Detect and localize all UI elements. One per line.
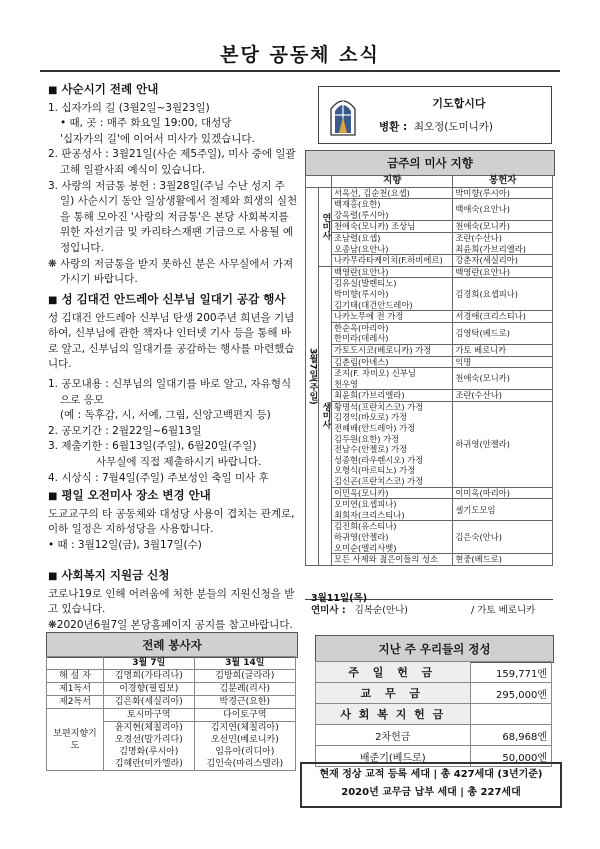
mass-col-offerer: 봉헌자 [453,176,553,188]
mass-row [306,487,553,499]
finance-label: 주 일 헌 금 [316,662,471,683]
andrea-header: 성 김대건 안드레아 신부님 일대기 공감 행사 [61,292,286,306]
mass-intention: 백영란(요안나) [331,266,452,278]
lent-item: 1. 십자가의 길 (3월2일~3월23일) [48,101,210,114]
finance-amount: 68,968엔 [470,725,551,746]
finance-amount: 295,000엔 [470,683,551,704]
mass-footer-intention: 김복순(안나) [354,605,408,616]
lent-item: 3. 사랑의 저금통 봉헌 : 3월28일(주님 수난 성지 주일) 사순시기 동안 일상생활에서 절제와 희생의 실천을 통해 모아진 '사랑의 저금통'은 본당 사회복지를 위한 자선기금 및 카리타스재팬 기금으로 사용될 예정입니다. [48,179,298,254]
andrea-item: (예 : 독후감, 시, 서예, 그림, 신앙고백편지 등) [60,409,271,422]
mass-intention: 백재홍(요한) 강옥렬(루시아) [331,199,452,221]
mass-row [306,344,553,356]
prayer-label: 병환 : [379,121,408,133]
andrea-intro: 성 김대건 안드레아 신부님 탄생 200주년 희년을 기념하여, 신부님에 관한 책자나 인터넷 기사 등을 통해 바로 알고, 신부님의 일대기를 공감하는 행사를 마련했습니다. [48,311,295,371]
weekday-header: 평일 오전미사 장소 변경 안내 [61,488,211,502]
mass-row [306,322,553,344]
welfare-section [48,568,298,633]
mass-offerer: 서경애(크리스티나) [453,311,553,323]
mass-row [306,266,553,278]
mass-offerer: 김경희(요셉피나) [453,278,553,311]
page-title: 본당 공동체 소식 [220,44,380,66]
andrea-item: 사무실에 직접 제출하시기 바랍니다. [96,455,262,468]
service-name: 김방희(글라라) [194,670,295,683]
mass-offerer: 현중(베드로) [453,554,553,566]
andrea-item: 3. 제출기한 : 6월13일(주일), 6월20일(주일) [48,440,257,453]
finance-header: 지난 주 우리들의 정성 [315,635,554,663]
mass-intention: 나카무라타케이치(F.하비에르) [331,255,452,267]
mass-group-label: 연미사 [318,187,331,266]
service-role: 제1독서 [47,683,104,696]
mass-offerer: 하귀영(안젤라) [453,401,553,487]
mass-intention: 모든 사제와 젊은이들의 성소 [331,554,452,566]
mass-offerer: 조란(수산나) [453,390,553,402]
mass-offerer: 김영탁(베드로) [453,322,553,344]
service-header: 전례 봉사자 [46,632,298,658]
mass-offerer: 익명 [453,356,553,368]
mass-header: 금주의 미사 지향 [305,150,555,176]
mass-intention: 한순옥(마리아) 한미라(데레사) [331,322,452,344]
mass-intention: 황명석(프란치스코) 가정 김경익(바오로) 가정 전혜배(안드레아) 가정 김두원(요한) 가정 전남수(안젤로) 가정 성종현(라우렌시오) 가정 오형식(마르티노) 가정 김신곤(프란치스코) 가정 [331,401,452,487]
mass-intention: 나카노무에 전 가정 [331,311,452,323]
service-role: 해 설 자 [47,670,104,683]
members-line: 2020년 교무금 납부 세대 | 총 227세대 [341,787,521,798]
mass-intention: 조지(F. 자비오) 신부님 천우영 [331,368,452,390]
service-name: 윤지현(체칠리아) 오경선(말가리다) 김명화(루시아) 김혜란(미카엘라) [104,722,195,771]
mass-row [306,368,553,390]
mass-footer-date: 3월11일(목) [311,593,368,604]
mass-row [306,255,553,267]
service-name: 김명희(가타리나) [104,670,195,683]
service-name: 김지연(체칠리아) 오선민(베로니카) 임유아(리디아) 김인숙(마리스텔라) [194,722,295,771]
mass-row [306,521,553,554]
welfare-header: 사회복지 지원금 신청 [61,568,170,582]
square-bullet-icon: ■ [48,571,58,582]
weekday-text: 도교교구의 타 공동체와 대성당 사용이 겹치는 관계로, 이하 일정은 지하성당을 사용합니다. [48,507,295,536]
lent-item: 2. 판공성사 : 3월21일(사순 제5주일), 미사 중에 일괄고해 일괄사죄 예식이 있습니다. [48,148,296,176]
mass-intention: 이민옥(모니카) [331,487,452,499]
prayer-title: 기도합시다 [432,97,486,110]
square-bullet-icon: ■ [48,85,58,96]
finance-label: 배준기(베드로) [316,746,471,767]
finance-label: 사 회 복 지 헌 금 [316,704,471,725]
mass-date-label: 3월7일(주일) [306,187,319,565]
mass-intention: 가토도시코(베로니카) 가정 [331,344,452,356]
service-name: 박경근(요한) [194,696,295,709]
service-date: 3월 7일 [104,657,195,670]
mass-footer-label: 연미사 : [311,605,346,616]
lent-item: ❋ 사랑의 저금통을 받지 못하신 분은 사무실에서 가져가시기 바랍니다. [48,257,294,286]
mass-offerer: 셀기도모임 [453,499,553,521]
lent-section [48,82,298,288]
mass-group-label: 생미사 [318,266,331,565]
mass-offerer: 강춘자(세실리아) [453,255,553,267]
mass-intention: 서옥선, 김순천(요셉) [331,187,452,199]
weekday-dates: • 때 : 3월12일(금), 3월17일(수) [48,538,202,551]
mass-footer-offerer: / 가토 베로니카 [471,605,536,616]
mass-intention: 김진희(유스티나) 하귀영(안젤라) 오미순(엘리사벳) [331,521,452,554]
mass-row [306,199,553,221]
lent-item: '십자가의 길'에 이어서 미사가 있겠습니다. [60,132,255,145]
finance-amount: 159,771엔 [470,662,551,683]
mass-table [305,175,553,566]
finance-label: 2차헌금 [316,725,471,746]
mass-offerer: 조란(수산나) 최윤희(가브리엘라) [453,232,553,254]
mass-footer-line [311,602,536,616]
mass-intention: 김유실(발렌티노) 박미향(루시아) 김기태(대건안드레아) [331,278,452,311]
finance-label: 교 무 금 [316,683,471,704]
square-bullet-icon: ■ [48,491,58,502]
andrea-item: 1. 공모내용 : 신부님의 일대기를 바로 알고, 자유형식으로 응모 [48,377,292,406]
mass-offerer: 박미향(루시아) [453,187,553,199]
mass-offerer: 가토 베로니카 [453,344,553,356]
prayer-name: 최오정(도미니카) [413,121,494,133]
weekday-section [48,488,298,553]
service-role: 제2독서 [47,696,104,709]
mass-col-intention: 지향 [331,176,452,188]
members-line: 현재 정상 교적 등록 세대 | 총 427세대 (3년기준) [319,769,543,780]
mass-row [306,221,553,233]
prayer-box [318,86,552,144]
mass-row [306,232,553,254]
members-box [300,762,562,808]
mass-intention: 조남렬(요셉) 오종남(요안나) [331,232,452,254]
finance-table [315,661,552,767]
mass-intention: 천애숙(모니카) 조상님 [331,221,452,233]
mass-intention: 최윤희(가브리엘라) [331,390,452,402]
service-role: 보편지향기도 [47,709,104,771]
andrea-section [48,292,298,486]
service-name: 이경향(필립보) [104,683,195,696]
welfare-text: 코로나19로 인해 어려움에 처한 분들의 지원신청을 받고 있습니다. [48,587,295,616]
welfare-note: ❋2020년6월7일 본당홈페이지 공지를 참고바랍니다. [48,618,293,631]
mass-intention: 김춘림(아녜스) [331,356,452,368]
mass-offerer: 백애숙(요안나) [453,199,553,221]
praying-hands-icon [329,93,357,137]
service-name: 김분례(리사) [194,683,295,696]
mass-offerer: 김은숙(안나) [453,521,553,554]
mass-row [306,356,553,368]
andrea-item: 2. 공모기간 : 2월22일~6월13일 [48,424,202,437]
finance-amount: 50,000엔 [470,746,551,767]
square-bullet-icon: ■ [48,295,58,306]
service-table [46,656,296,771]
service-name: 김은화(세실리아) [104,696,195,709]
mass-row [306,278,553,311]
mass-row [306,554,553,566]
title-divider [40,70,560,72]
mass-intention: 오미연(요셉피나) 최희자(크리스티나) [331,499,452,521]
mass-offerer: 천애숙(모니카) [453,368,553,390]
andrea-item: 4. 시상식 : 7월4일(주일) 주보성인 축일 미사 후 [48,471,269,484]
mass-row [306,499,553,521]
lent-header: 사순시기 전례 안내 [61,82,159,96]
mass-row [306,401,553,487]
lent-item: • 때, 곳 : 매주 화요일 19:00, 대성당 [60,117,232,130]
mass-row [306,311,553,323]
service-date: 3월 14일 [194,657,295,670]
mass-offerer: 이미옥(마리아) [453,487,553,499]
mass-row [306,187,553,199]
service-area: 다이토구역 [194,709,295,722]
service-area: 토시마구역 [104,709,195,722]
mass-offerer: 백영란(요안나) [453,266,553,278]
mass-row [306,390,553,402]
mass-offerer: 천애숙(모니카) [453,221,553,233]
